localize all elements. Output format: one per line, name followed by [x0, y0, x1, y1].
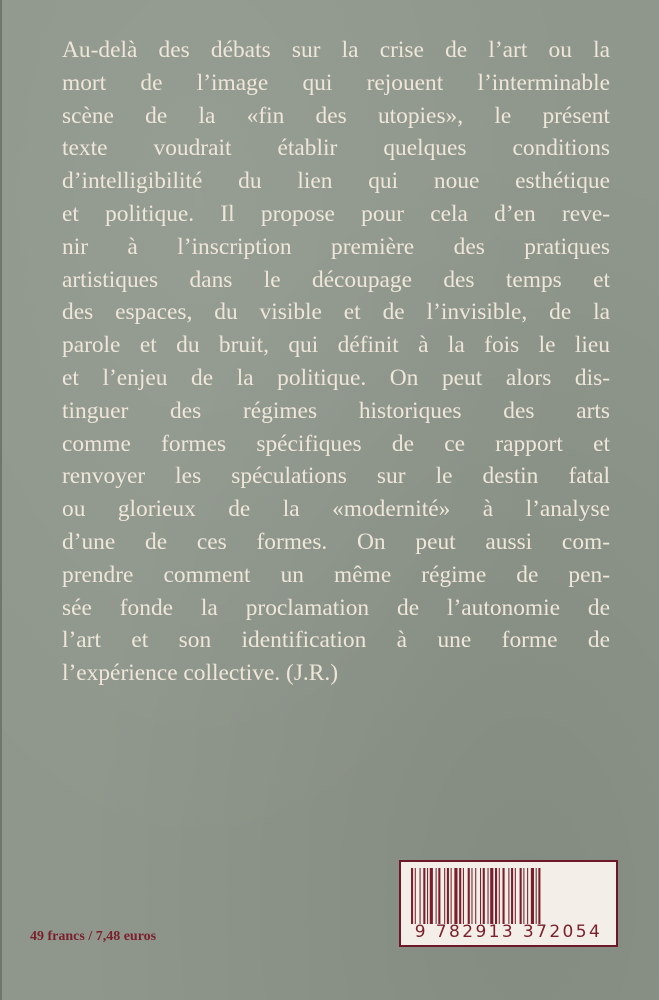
blurb-line: l’art et son identification à une forme de: [62, 627, 610, 654]
price-label: 49 francs / 7,48 euros: [30, 929, 157, 944]
blurb-line: sée fonde la proclamation de l’autonomie de: [62, 594, 610, 621]
blurb-line: et politique. Il propose pour cela d’en reve-: [62, 200, 610, 227]
blurb-line: prendre comment un même régime de pen-: [62, 561, 610, 588]
blurb-line: des espaces, du visible et de l’invisible, de la: [62, 299, 610, 326]
blurb-line: Au-delà des débats sur la crise de l’art ou la: [62, 37, 610, 63]
blurb-line: comme formes spécifiques de ce rapport et: [62, 430, 610, 457]
blurb-line: artistiques dans le découpage des temps et: [62, 266, 610, 293]
blurb-line: tinguer des régimes historiques des arts: [62, 397, 610, 424]
blurb-line: renvoyer les spéculations sur le destin fatal: [62, 463, 610, 490]
blurb-line: d’une de ces formes. On peut aussi com-: [62, 528, 610, 555]
barcode-bars-icon: [409, 868, 612, 924]
blurb-line: texte voudrait établir quelques conditions: [62, 135, 610, 162]
blurb-line: mort de l’image qui rejouent l’interminable: [62, 69, 610, 96]
back-cover-blurb: [62, 34, 610, 690]
blurb-line: d’intelligibilité du lien qui noue esthétique: [62, 168, 610, 195]
blurb-line: ou glorieux de la «modernité» à l’analyse: [62, 496, 610, 523]
blurb-line: scène de la «fin des utopies», le présent: [62, 102, 610, 129]
blurb-line: parole et du bruit, qui définit à la fois le lieu: [62, 332, 610, 359]
blurb-line: nir à l’inscription première des pratiques: [62, 233, 610, 260]
blurb-line: et l’enjeu de la politique. On peut alors dis-: [62, 364, 610, 391]
blurb-line: l’expérience collective. (J.R.): [62, 660, 339, 687]
isbn-number: 9 782913 372054: [414, 922, 603, 942]
isbn-barcode: [399, 860, 618, 947]
